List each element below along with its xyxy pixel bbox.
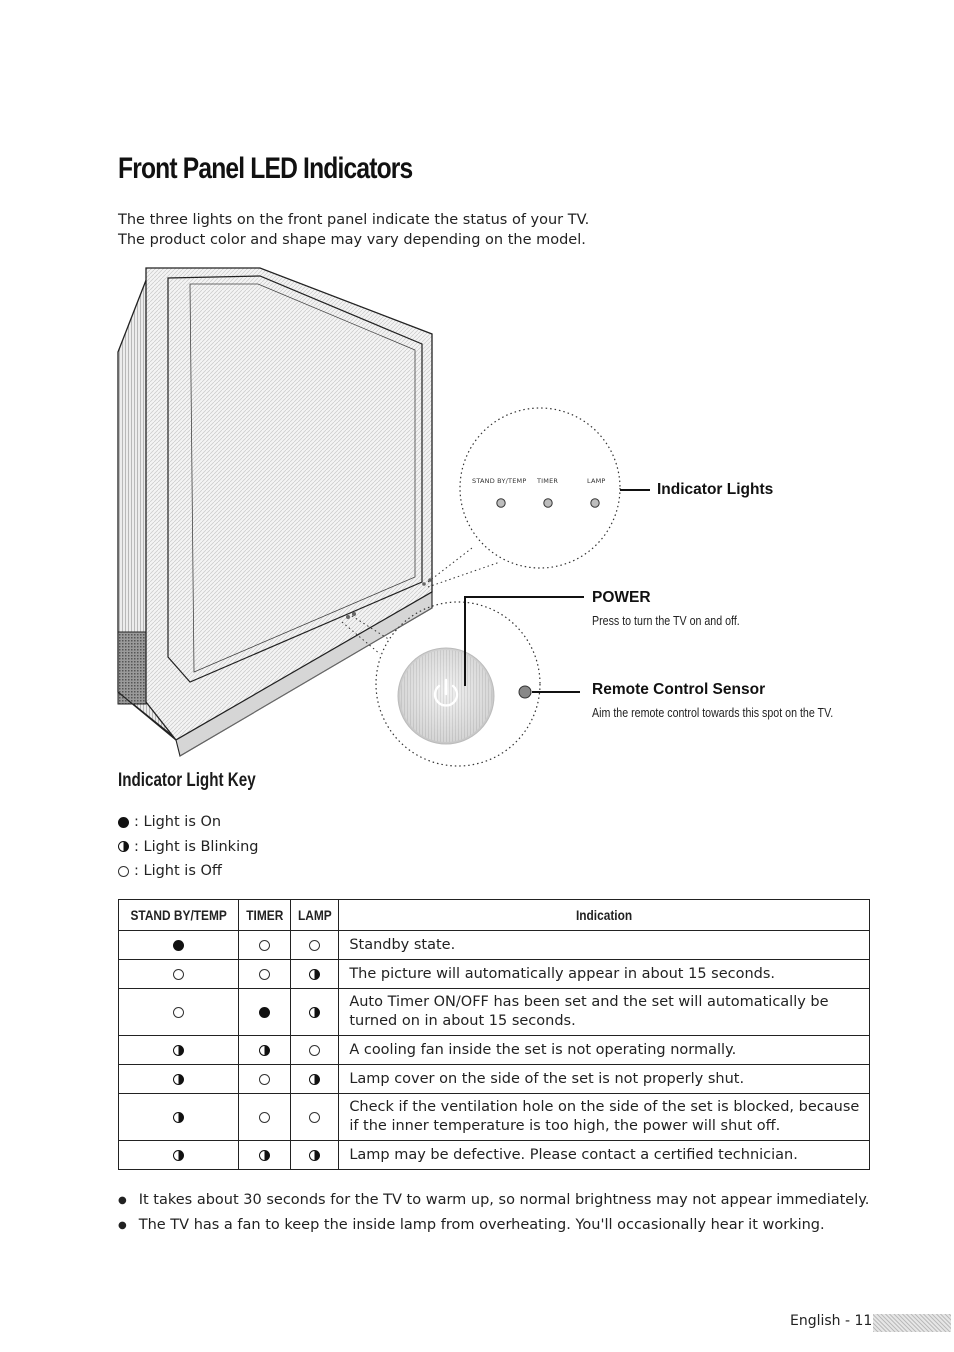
cell-indication: The picture will automatically appear in about 15 seconds. xyxy=(339,960,870,989)
remote-sensor-description: Aim the remote control towards this spot on the TV. xyxy=(592,705,834,720)
light-off-icon xyxy=(309,1112,320,1123)
key-item-label: : Light is Off xyxy=(134,863,222,879)
intro-text xyxy=(118,210,589,250)
light-on-icon xyxy=(173,940,184,951)
note-item xyxy=(118,1188,869,1213)
col-header-indication: Indication xyxy=(339,900,870,931)
led-label-standby: STAND BY/TEMP xyxy=(472,477,527,485)
cell-indication: Check if the ventilation hole on the side of the set is blocked, because if the inner temperature is too high, the power will shut off. xyxy=(339,1094,870,1141)
bullet-icon: ● xyxy=(118,1195,127,1206)
cell-standby xyxy=(119,1094,239,1141)
key-title: Indicator Light Key xyxy=(118,770,256,791)
note-text: The TV has a fan to keep the inside lamp from overheating. You'll occasionally hear it working. xyxy=(138,1217,825,1233)
key-item-blinking xyxy=(118,835,259,860)
light-on-icon xyxy=(118,817,129,828)
cell-lamp xyxy=(291,1141,339,1170)
light-blinking-icon xyxy=(173,1150,184,1161)
table-row xyxy=(119,931,870,960)
light-off-icon xyxy=(118,866,129,877)
table-row xyxy=(119,1036,870,1065)
light-blinking-icon xyxy=(173,1045,184,1056)
table-body xyxy=(119,931,870,1170)
cell-indication: A cooling fan inside the set is not operating normally. xyxy=(339,1036,870,1065)
cell-lamp xyxy=(291,1094,339,1141)
table-row xyxy=(119,989,870,1036)
table-header-row xyxy=(119,900,870,931)
power-label: POWER xyxy=(592,589,651,606)
light-off-icon xyxy=(259,1074,270,1085)
cell-timer xyxy=(239,1141,291,1170)
cell-timer xyxy=(239,1036,291,1065)
led-label-lamp: LAMP xyxy=(587,477,606,485)
col-header-timer: TIMER xyxy=(239,900,291,931)
cell-standby xyxy=(119,1036,239,1065)
cell-timer xyxy=(239,1094,291,1141)
cell-indication: Lamp may be defective. Please contact a certified technician. xyxy=(339,1141,870,1170)
cell-lamp xyxy=(291,931,339,960)
light-blinking-icon xyxy=(259,1150,270,1161)
light-blinking-icon xyxy=(309,1074,320,1085)
light-off-icon xyxy=(173,1007,184,1018)
bullet-icon: ● xyxy=(118,1220,127,1231)
table-row xyxy=(119,1141,870,1170)
table-row xyxy=(119,1065,870,1094)
light-blinking-icon xyxy=(173,1112,184,1123)
light-off-icon xyxy=(173,969,184,980)
cell-standby xyxy=(119,960,239,989)
key-item-off xyxy=(118,859,259,884)
led-label-timer: TIMER xyxy=(537,477,559,485)
light-blinking-icon xyxy=(309,969,320,980)
page-title: Front Panel LED Indicators xyxy=(118,152,413,185)
cell-timer xyxy=(239,931,291,960)
cell-indication: Auto Timer ON/OFF has been set and the set will automatically be turned on in about 15 seconds. xyxy=(339,989,870,1036)
remote-sensor-label: Remote Control Sensor xyxy=(592,681,766,698)
cell-timer xyxy=(239,1065,291,1094)
light-blinking-icon xyxy=(173,1074,184,1085)
col-header-standby: STAND BY/TEMP xyxy=(119,900,239,931)
page-number: English - 11 xyxy=(790,1313,873,1329)
light-key-list xyxy=(118,810,259,884)
tv-front-panel-illustration xyxy=(110,262,890,782)
indicator-lights-label: Indicator Lights xyxy=(657,481,774,498)
indicator-table xyxy=(118,899,870,1170)
note-text: It takes about 30 seconds for the TV to warm up, so normal brightness may not appear immediately. xyxy=(138,1192,870,1208)
light-off-icon xyxy=(259,969,270,980)
light-off-icon xyxy=(309,1045,320,1056)
light-off-icon xyxy=(259,940,270,951)
light-off-icon xyxy=(309,940,320,951)
light-on-icon xyxy=(259,1007,270,1018)
cell-timer xyxy=(239,960,291,989)
table-row xyxy=(119,960,870,989)
intro-line: The three lights on the front panel indicate the status of your TV. xyxy=(118,212,590,228)
light-blinking-icon xyxy=(118,841,129,852)
table-row xyxy=(119,1094,870,1141)
col-header-lamp: LAMP xyxy=(291,900,339,931)
light-blinking-icon xyxy=(309,1150,320,1161)
notes-list xyxy=(118,1188,869,1238)
cell-standby xyxy=(119,1141,239,1170)
intro-line: The product color and shape may vary depending on the model. xyxy=(118,232,586,248)
cell-indication: Standby state. xyxy=(339,931,870,960)
cell-timer xyxy=(239,989,291,1036)
key-item-label: : Light is Blinking xyxy=(134,838,259,855)
key-item-label: : Light is On xyxy=(134,814,222,830)
cell-lamp xyxy=(291,960,339,989)
cell-standby xyxy=(119,931,239,960)
power-description: Press to turn the TV on and off. xyxy=(592,613,740,628)
note-item xyxy=(118,1213,869,1238)
cell-lamp xyxy=(291,1036,339,1065)
footer-decoration xyxy=(873,1314,951,1332)
cell-standby xyxy=(119,1065,239,1094)
key-item-on xyxy=(118,810,259,835)
light-off-icon xyxy=(259,1112,270,1123)
cell-lamp xyxy=(291,1065,339,1094)
cell-lamp xyxy=(291,989,339,1036)
light-blinking-icon xyxy=(259,1045,270,1056)
cell-standby xyxy=(119,989,239,1036)
cell-indication: Lamp cover on the side of the set is not properly shut. xyxy=(339,1065,870,1094)
light-blinking-icon xyxy=(309,1007,320,1018)
